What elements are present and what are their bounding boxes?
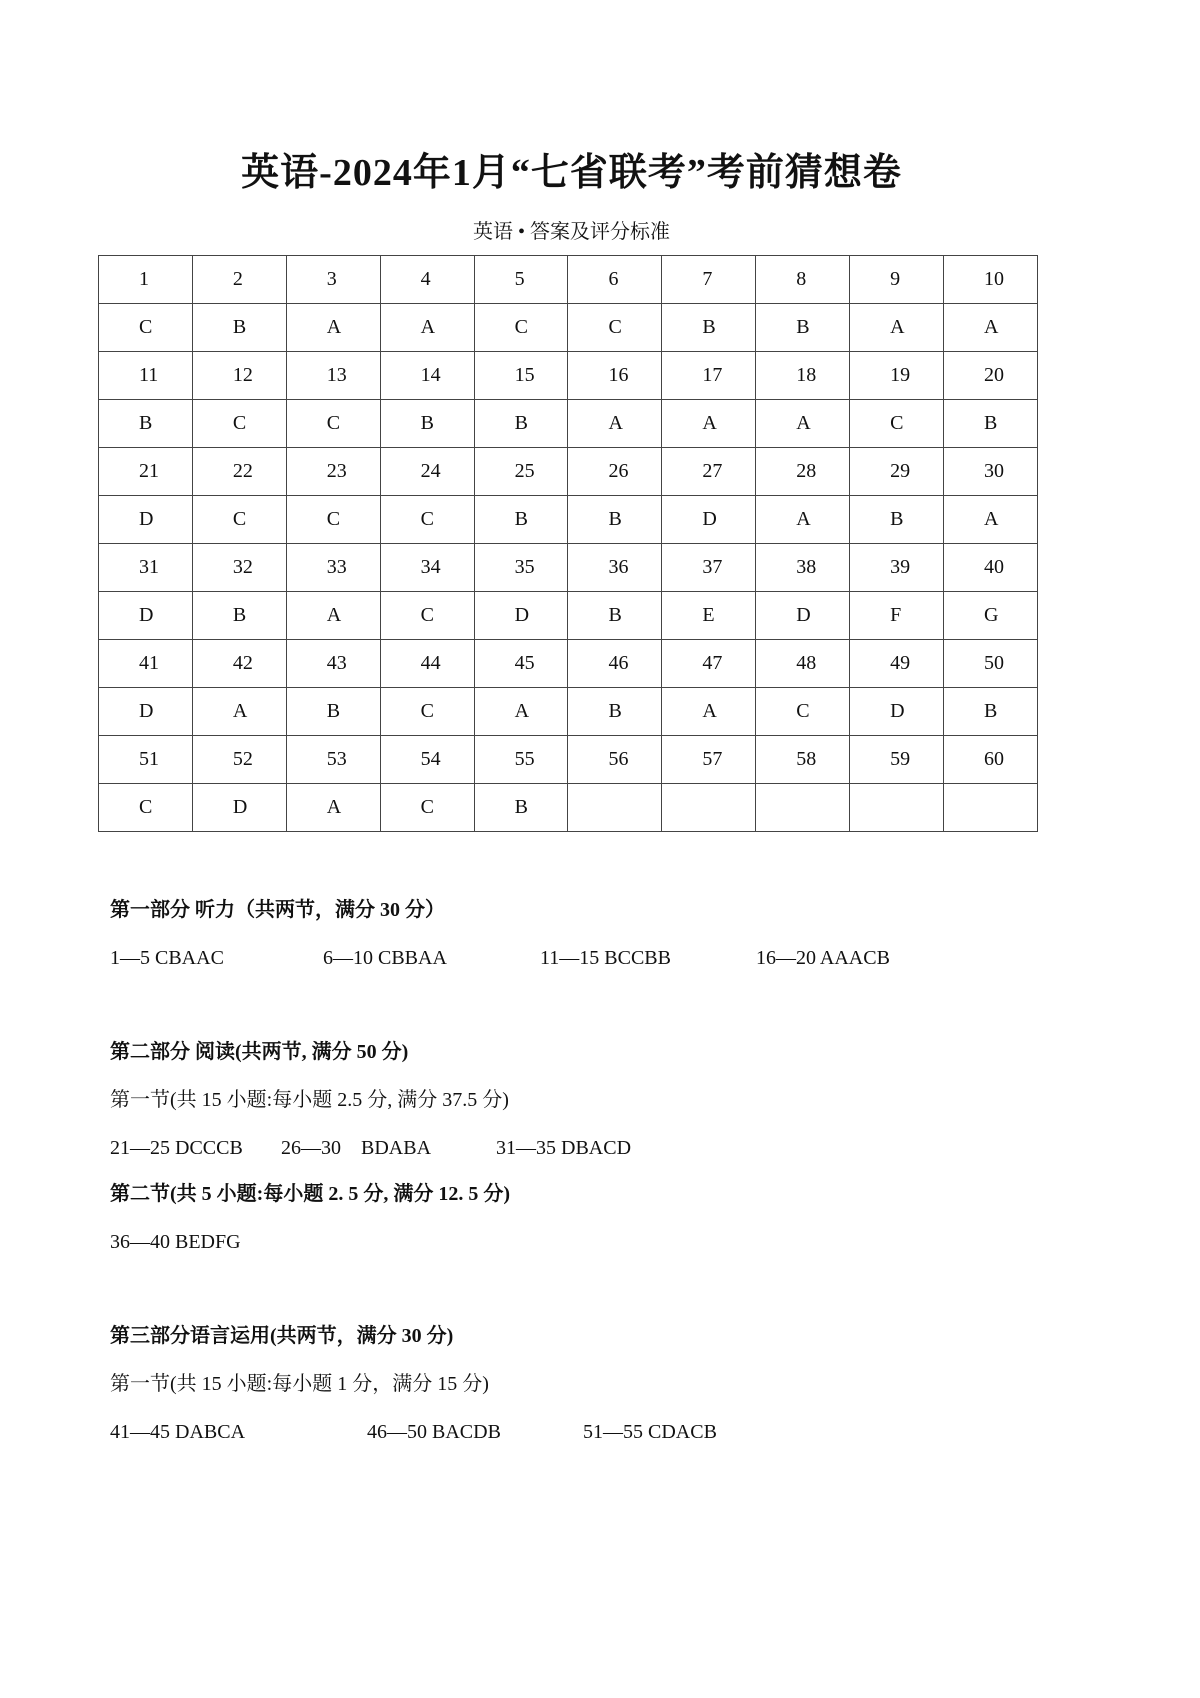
part1-answer: 16—20 AAACB	[756, 947, 890, 969]
answer-cell: A	[944, 304, 1038, 352]
answer-row	[99, 784, 1038, 832]
page-title: 英语-2024年1月“七省联考”考前猜想卷	[241, 152, 902, 194]
answer-cell: C	[99, 304, 193, 352]
part1-heading: 第一部分 听力（共两节，满分 30 分）	[110, 899, 445, 921]
answer-row	[99, 592, 1038, 640]
answer-cell: A	[380, 304, 474, 352]
answer-cell: B	[850, 496, 944, 544]
answer-cell: C	[380, 784, 474, 832]
question-number-cell: 53	[286, 736, 380, 784]
question-number-cell: 8	[756, 256, 850, 304]
answer-cell: B	[192, 304, 286, 352]
question-number-cell: 27	[662, 448, 756, 496]
part3-section1-answer: 41—45 DABCA	[110, 1421, 246, 1443]
part2-section1-answer: 26—30 BDABA	[281, 1137, 432, 1159]
question-number-cell: 39	[850, 544, 944, 592]
question-number-cell: 7	[662, 256, 756, 304]
answer-cell: A	[756, 400, 850, 448]
question-number-cell: 26	[568, 448, 662, 496]
answer-cell: D	[99, 592, 193, 640]
question-number-cell: 25	[474, 448, 568, 496]
answer-cell: B	[662, 304, 756, 352]
question-number-cell: 48	[756, 640, 850, 688]
part3-section1-answer: 46—50 BACDB	[367, 1421, 501, 1443]
answer-cell: D	[756, 592, 850, 640]
question-number-cell: 49	[850, 640, 944, 688]
question-number-row	[99, 640, 1038, 688]
question-number-cell: 14	[380, 352, 474, 400]
question-number-cell: 50	[944, 640, 1038, 688]
answer-row	[99, 496, 1038, 544]
question-number-cell: 35	[474, 544, 568, 592]
answer-cell: A	[286, 784, 380, 832]
answer-cell: C	[756, 688, 850, 736]
answer-cell: C	[380, 496, 474, 544]
part3-section1-heading: 第一节(共 15 小题:每小题 1 分，满分 15 分)	[110, 1373, 489, 1395]
answer-cell: A	[662, 688, 756, 736]
question-number-cell: 58	[756, 736, 850, 784]
question-number-cell: 59	[850, 736, 944, 784]
question-number-cell: 19	[850, 352, 944, 400]
answer-cell: D	[99, 496, 193, 544]
question-number-cell: 20	[944, 352, 1038, 400]
answer-cell: A	[192, 688, 286, 736]
question-number-cell: 2	[192, 256, 286, 304]
answer-cell: C	[474, 304, 568, 352]
part3-section1-answer: 51—55 CDACB	[583, 1421, 717, 1443]
question-number-cell: 42	[192, 640, 286, 688]
answer-cell: B	[192, 592, 286, 640]
answer-cell: A	[756, 496, 850, 544]
question-number-cell: 45	[474, 640, 568, 688]
question-number-cell: 6	[568, 256, 662, 304]
part2-section2-answer: 36—40 BEDFG	[110, 1231, 241, 1253]
question-number-cell: 46	[568, 640, 662, 688]
question-number-cell: 30	[944, 448, 1038, 496]
answer-cell: C	[286, 496, 380, 544]
answer-row	[99, 400, 1038, 448]
answer-cell	[568, 784, 662, 832]
question-number-cell: 5	[474, 256, 568, 304]
answer-cell: G	[944, 592, 1038, 640]
question-number-cell: 31	[99, 544, 193, 592]
answer-cell	[662, 784, 756, 832]
question-number-cell: 41	[99, 640, 193, 688]
part1-answer: 6—10 CBBAA	[323, 947, 447, 969]
answer-cell: B	[474, 496, 568, 544]
question-number-cell: 56	[568, 736, 662, 784]
question-number-cell: 47	[662, 640, 756, 688]
part3-heading: 第三部分语言运用(共两节，满分 30 分)	[110, 1325, 454, 1347]
answer-cell: C	[99, 784, 193, 832]
answer-cell: C	[850, 400, 944, 448]
answer-cell: D	[850, 688, 944, 736]
question-number-cell: 15	[474, 352, 568, 400]
question-number-cell: 23	[286, 448, 380, 496]
part1-answer: 1—5 CBAAC	[110, 947, 224, 969]
answer-cell: A	[568, 400, 662, 448]
part2-heading: 第二部分 阅读(共两节, 满分 50 分)	[110, 1041, 409, 1063]
question-number-cell: 40	[944, 544, 1038, 592]
answer-cell: D	[99, 688, 193, 736]
part2-section1-answer: 31—35 DBACD	[496, 1137, 632, 1159]
answer-cell	[756, 784, 850, 832]
answer-cell: C	[380, 688, 474, 736]
question-number-row	[99, 352, 1038, 400]
answer-cell: C	[286, 400, 380, 448]
answer-row	[99, 304, 1038, 352]
answer-cell: A	[662, 400, 756, 448]
question-number-cell: 3	[286, 256, 380, 304]
question-number-cell: 57	[662, 736, 756, 784]
answer-cell: B	[568, 688, 662, 736]
answer-cell	[944, 784, 1038, 832]
question-number-cell: 9	[850, 256, 944, 304]
question-number-cell: 32	[192, 544, 286, 592]
part2-section1-answer: 21—25 DCCCB	[110, 1137, 243, 1159]
answer-cell: A	[850, 304, 944, 352]
page-subtitle: 英语 • 答案及评分标准	[472, 221, 670, 243]
question-number-cell: 11	[99, 352, 193, 400]
question-number-cell: 29	[850, 448, 944, 496]
question-number-cell: 10	[944, 256, 1038, 304]
answer-cell: C	[192, 400, 286, 448]
question-number-cell: 37	[662, 544, 756, 592]
question-number-cell: 54	[380, 736, 474, 784]
answer-cell: B	[474, 400, 568, 448]
answer-cell: A	[944, 496, 1038, 544]
answer-cell: D	[192, 784, 286, 832]
answer-cell	[850, 784, 944, 832]
answer-cell: B	[286, 688, 380, 736]
answer-cell: B	[756, 304, 850, 352]
question-number-row	[99, 736, 1038, 784]
question-number-cell: 51	[99, 736, 193, 784]
question-number-cell: 44	[380, 640, 474, 688]
answer-cell: B	[380, 400, 474, 448]
question-number-cell: 24	[380, 448, 474, 496]
question-number-cell: 43	[286, 640, 380, 688]
answer-cell: C	[192, 496, 286, 544]
answer-cell: C	[568, 304, 662, 352]
answer-cell: B	[568, 496, 662, 544]
part1-answer: 11—15 BCCBB	[540, 947, 671, 969]
question-number-cell: 13	[286, 352, 380, 400]
answer-cell: B	[568, 592, 662, 640]
answer-cell: A	[474, 688, 568, 736]
question-number-cell: 12	[192, 352, 286, 400]
answer-cell: C	[380, 592, 474, 640]
question-number-cell: 52	[192, 736, 286, 784]
question-number-cell: 22	[192, 448, 286, 496]
answer-cell: B	[99, 400, 193, 448]
part2-section1-heading: 第一节(共 15 小题:每小题 2.5 分, 满分 37.5 分)	[110, 1089, 509, 1111]
question-number-cell: 36	[568, 544, 662, 592]
answer-cell: D	[474, 592, 568, 640]
question-number-cell: 38	[756, 544, 850, 592]
answer-cell: B	[944, 688, 1038, 736]
answer-cell: A	[286, 592, 380, 640]
question-number-cell: 33	[286, 544, 380, 592]
question-number-row	[99, 256, 1038, 304]
answer-cell: B	[944, 400, 1038, 448]
question-number-cell: 17	[662, 352, 756, 400]
question-number-cell: 34	[380, 544, 474, 592]
question-number-row	[99, 448, 1038, 496]
question-number-cell: 4	[380, 256, 474, 304]
question-number-cell: 18	[756, 352, 850, 400]
question-number-cell: 21	[99, 448, 193, 496]
answer-cell: D	[662, 496, 756, 544]
part2-section2-heading: 第二节(共 5 小题:每小题 2. 5 分, 满分 12. 5 分)	[110, 1183, 510, 1205]
answer-row	[99, 688, 1038, 736]
answer-cell: F	[850, 592, 944, 640]
question-number-cell: 55	[474, 736, 568, 784]
question-number-cell: 60	[944, 736, 1038, 784]
question-number-cell: 1	[99, 256, 193, 304]
answer-cell: E	[662, 592, 756, 640]
question-number-cell: 28	[756, 448, 850, 496]
answer-cell: B	[474, 784, 568, 832]
question-number-row	[99, 544, 1038, 592]
question-number-cell: 16	[568, 352, 662, 400]
answer-cell: A	[286, 304, 380, 352]
answer-table	[98, 255, 1038, 832]
